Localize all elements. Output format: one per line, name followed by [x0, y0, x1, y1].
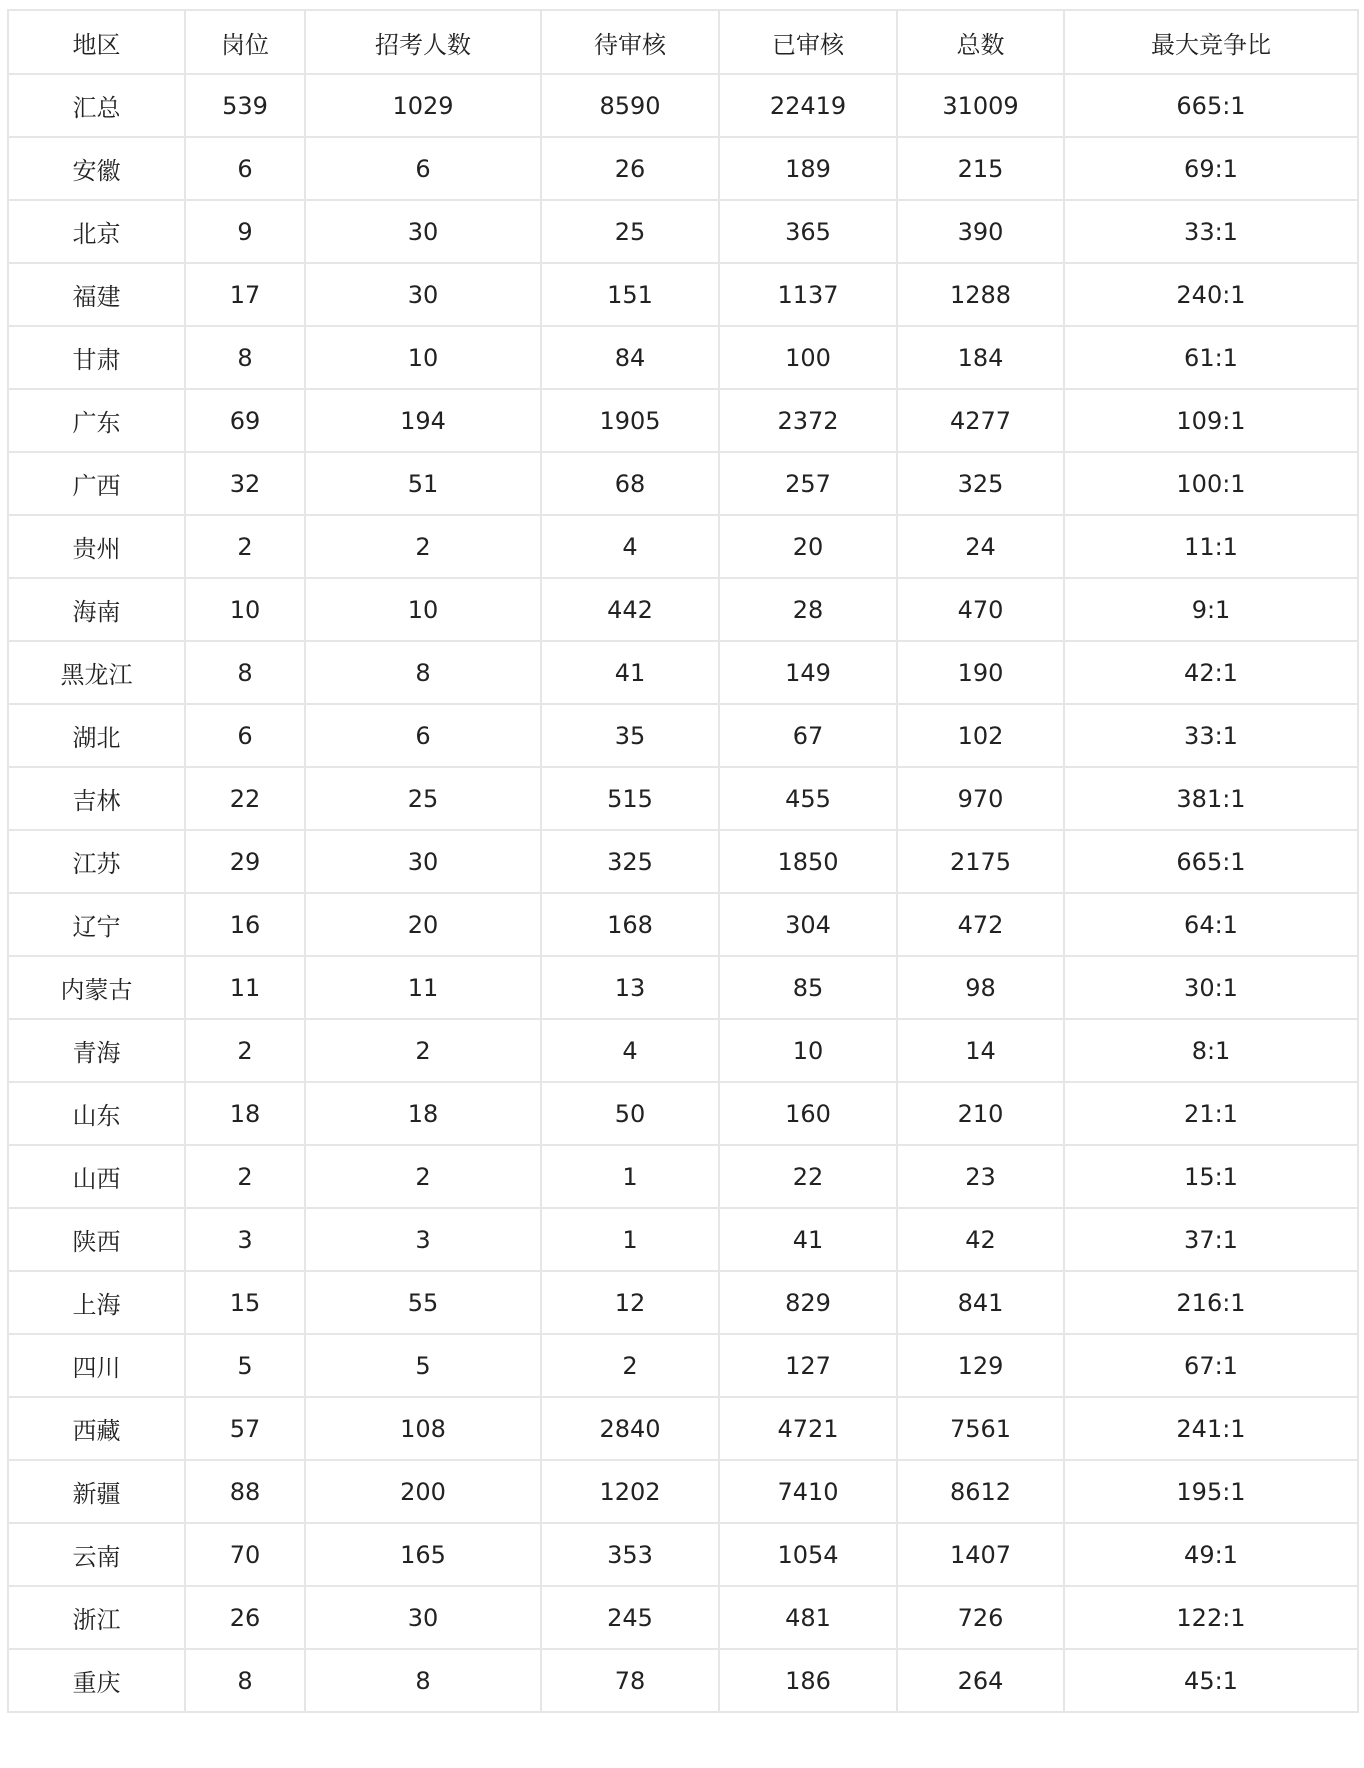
table-cell-recruits: 10 [305, 578, 541, 641]
table-cell-positions: 6 [185, 704, 305, 767]
table-cell-total: 4277 [897, 389, 1064, 452]
table-cell-region: 西藏 [8, 1397, 185, 1460]
table-cell-pending: 325 [541, 830, 719, 893]
table-cell-max-ratio: 15:1 [1064, 1145, 1358, 1208]
table-cell-max-ratio: 42:1 [1064, 641, 1358, 704]
table-cell-reviewed: 257 [719, 452, 897, 515]
table-cell-reviewed: 127 [719, 1334, 897, 1397]
table-cell-reviewed: 7410 [719, 1460, 897, 1523]
table-cell-positions: 539 [185, 74, 305, 137]
table-cell-pending: 1 [541, 1145, 719, 1208]
table-cell-recruits: 10 [305, 326, 541, 389]
table-row [8, 1019, 1358, 1082]
table-cell-total: 210 [897, 1082, 1064, 1145]
table-cell-max-ratio: 30:1 [1064, 956, 1358, 1019]
table-cell-pending: 12 [541, 1271, 719, 1334]
table-cell-max-ratio: 33:1 [1064, 200, 1358, 263]
table-cell-total: 184 [897, 326, 1064, 389]
table-row [8, 830, 1358, 893]
table-cell-positions: 8 [185, 326, 305, 389]
table-cell-region: 辽宁 [8, 893, 185, 956]
table-cell-total: 190 [897, 641, 1064, 704]
table-cell-recruits: 165 [305, 1523, 541, 1586]
table-cell-reviewed: 67 [719, 704, 897, 767]
table-cell-max-ratio: 37:1 [1064, 1208, 1358, 1271]
table-cell-recruits: 1029 [305, 74, 541, 137]
table-cell-max-ratio: 9:1 [1064, 578, 1358, 641]
table-body [8, 74, 1358, 1712]
table-cell-max-ratio: 11:1 [1064, 515, 1358, 578]
table-cell-reviewed: 28 [719, 578, 897, 641]
table-row [8, 452, 1358, 515]
table-cell-recruits: 11 [305, 956, 541, 1019]
table-row [8, 515, 1358, 578]
table-cell-total: 470 [897, 578, 1064, 641]
table-cell-region: 湖北 [8, 704, 185, 767]
table-cell-positions: 6 [185, 137, 305, 200]
table-cell-pending: 515 [541, 767, 719, 830]
table-row [8, 1082, 1358, 1145]
table-cell-total: 2175 [897, 830, 1064, 893]
table-cell-total: 24 [897, 515, 1064, 578]
table-cell-region: 山东 [8, 1082, 185, 1145]
table-cell-positions: 15 [185, 1271, 305, 1334]
table-cell-region: 陕西 [8, 1208, 185, 1271]
table-cell-reviewed: 85 [719, 956, 897, 1019]
table-cell-positions: 18 [185, 1082, 305, 1145]
table-cell-pending: 1 [541, 1208, 719, 1271]
table-row [8, 704, 1358, 767]
table-cell-positions: 57 [185, 1397, 305, 1460]
table-cell-region: 内蒙古 [8, 956, 185, 1019]
column-header-region: 地区 [8, 10, 185, 74]
table-cell-pending: 8590 [541, 74, 719, 137]
table-cell-pending: 4 [541, 1019, 719, 1082]
table-cell-positions: 2 [185, 515, 305, 578]
table-cell-recruits: 6 [305, 137, 541, 200]
table-cell-max-ratio: 61:1 [1064, 326, 1358, 389]
table-cell-region: 青海 [8, 1019, 185, 1082]
table-cell-positions: 88 [185, 1460, 305, 1523]
column-header-max-ratio: 最大竞争比 [1064, 10, 1358, 74]
table-row [8, 1523, 1358, 1586]
table-cell-region: 汇总 [8, 74, 185, 137]
table-cell-max-ratio: 33:1 [1064, 704, 1358, 767]
table-row [8, 956, 1358, 1019]
table-row [8, 200, 1358, 263]
table-cell-max-ratio: 49:1 [1064, 1523, 1358, 1586]
table-cell-region: 北京 [8, 200, 185, 263]
table-cell-positions: 11 [185, 956, 305, 1019]
table-cell-positions: 8 [185, 641, 305, 704]
table-cell-total: 390 [897, 200, 1064, 263]
table-cell-max-ratio: 240:1 [1064, 263, 1358, 326]
table-cell-pending: 26 [541, 137, 719, 200]
table-row [8, 1397, 1358, 1460]
table-cell-recruits: 30 [305, 1586, 541, 1649]
table-cell-pending: 84 [541, 326, 719, 389]
table-cell-pending: 245 [541, 1586, 719, 1649]
table-cell-recruits: 25 [305, 767, 541, 830]
table-cell-total: 841 [897, 1271, 1064, 1334]
table-cell-pending: 4 [541, 515, 719, 578]
table-cell-recruits: 200 [305, 1460, 541, 1523]
table-row [8, 641, 1358, 704]
table-cell-recruits: 2 [305, 1019, 541, 1082]
table-header [8, 10, 1358, 74]
table-cell-total: 31009 [897, 74, 1064, 137]
table-cell-total: 23 [897, 1145, 1064, 1208]
table-row [8, 326, 1358, 389]
table-cell-pending: 168 [541, 893, 719, 956]
table-cell-total: 42 [897, 1208, 1064, 1271]
table-cell-positions: 69 [185, 389, 305, 452]
table-cell-recruits: 3 [305, 1208, 541, 1271]
table-cell-region: 江苏 [8, 830, 185, 893]
table-cell-max-ratio: 216:1 [1064, 1271, 1358, 1334]
table-cell-region: 山西 [8, 1145, 185, 1208]
table-row [8, 767, 1358, 830]
table-row [8, 578, 1358, 641]
recruitment-stats-table [7, 9, 1359, 1713]
table-cell-positions: 17 [185, 263, 305, 326]
table-row [8, 263, 1358, 326]
table-cell-max-ratio: 64:1 [1064, 893, 1358, 956]
table-cell-recruits: 30 [305, 263, 541, 326]
table-cell-positions: 10 [185, 578, 305, 641]
table-cell-recruits: 194 [305, 389, 541, 452]
table-cell-region: 安徽 [8, 137, 185, 200]
table-cell-positions: 5 [185, 1334, 305, 1397]
table-cell-max-ratio: 195:1 [1064, 1460, 1358, 1523]
table-cell-reviewed: 41 [719, 1208, 897, 1271]
table-cell-region: 甘肃 [8, 326, 185, 389]
table-cell-region: 浙江 [8, 1586, 185, 1649]
table-cell-recruits: 2 [305, 515, 541, 578]
table-cell-total: 970 [897, 767, 1064, 830]
table-row [8, 1460, 1358, 1523]
table-cell-reviewed: 455 [719, 767, 897, 830]
column-header-reviewed: 已审核 [719, 10, 897, 74]
table-cell-region: 广西 [8, 452, 185, 515]
column-header-pending: 待审核 [541, 10, 719, 74]
table-cell-pending: 68 [541, 452, 719, 515]
table-cell-recruits: 8 [305, 641, 541, 704]
table-cell-region: 新疆 [8, 1460, 185, 1523]
table-cell-positions: 9 [185, 200, 305, 263]
table-cell-pending: 25 [541, 200, 719, 263]
table-cell-pending: 1905 [541, 389, 719, 452]
table-row [8, 389, 1358, 452]
table-row [8, 1649, 1358, 1712]
table-cell-max-ratio: 8:1 [1064, 1019, 1358, 1082]
table-cell-reviewed: 1054 [719, 1523, 897, 1586]
table-cell-region: 福建 [8, 263, 185, 326]
table-row [8, 1145, 1358, 1208]
table-cell-positions: 29 [185, 830, 305, 893]
table-cell-recruits: 55 [305, 1271, 541, 1334]
table-cell-total: 7561 [897, 1397, 1064, 1460]
table-row [8, 1586, 1358, 1649]
table-cell-positions: 16 [185, 893, 305, 956]
table-cell-pending: 442 [541, 578, 719, 641]
table-row [8, 893, 1358, 956]
table-cell-total: 472 [897, 893, 1064, 956]
table-cell-max-ratio: 69:1 [1064, 137, 1358, 200]
table-cell-region: 云南 [8, 1523, 185, 1586]
table-cell-max-ratio: 241:1 [1064, 1397, 1358, 1460]
table-row [8, 1271, 1358, 1334]
table-cell-max-ratio: 665:1 [1064, 830, 1358, 893]
table-cell-reviewed: 22419 [719, 74, 897, 137]
table-cell-region: 广东 [8, 389, 185, 452]
table-cell-pending: 353 [541, 1523, 719, 1586]
table-cell-positions: 22 [185, 767, 305, 830]
table-cell-max-ratio: 109:1 [1064, 389, 1358, 452]
table-cell-recruits: 8 [305, 1649, 541, 1712]
table-cell-total: 1407 [897, 1523, 1064, 1586]
table-cell-positions: 8 [185, 1649, 305, 1712]
table-cell-total: 98 [897, 956, 1064, 1019]
table-row [8, 1208, 1358, 1271]
table-cell-pending: 35 [541, 704, 719, 767]
table-cell-max-ratio: 21:1 [1064, 1082, 1358, 1145]
table-cell-positions: 70 [185, 1523, 305, 1586]
table-cell-pending: 2840 [541, 1397, 719, 1460]
table-cell-reviewed: 22 [719, 1145, 897, 1208]
table-cell-recruits: 108 [305, 1397, 541, 1460]
table-cell-region: 黑龙江 [8, 641, 185, 704]
table-cell-recruits: 18 [305, 1082, 541, 1145]
column-header-recruits: 招考人数 [305, 10, 541, 74]
table-cell-reviewed: 149 [719, 641, 897, 704]
table-cell-total: 325 [897, 452, 1064, 515]
column-header-positions: 岗位 [185, 10, 305, 74]
table-cell-positions: 26 [185, 1586, 305, 1649]
table-cell-positions: 3 [185, 1208, 305, 1271]
table-cell-reviewed: 10 [719, 1019, 897, 1082]
table-container [7, 9, 1357, 1713]
table-cell-reviewed: 1850 [719, 830, 897, 893]
table-cell-max-ratio: 665:1 [1064, 74, 1358, 137]
column-header-total: 总数 [897, 10, 1064, 74]
table-cell-recruits: 30 [305, 200, 541, 263]
table-cell-max-ratio: 381:1 [1064, 767, 1358, 830]
table-cell-positions: 2 [185, 1019, 305, 1082]
table-cell-region: 海南 [8, 578, 185, 641]
table-cell-positions: 2 [185, 1145, 305, 1208]
table-cell-recruits: 2 [305, 1145, 541, 1208]
table-cell-reviewed: 365 [719, 200, 897, 263]
table-cell-region: 吉林 [8, 767, 185, 830]
table-cell-total: 14 [897, 1019, 1064, 1082]
table-cell-pending: 2 [541, 1334, 719, 1397]
table-cell-positions: 32 [185, 452, 305, 515]
table-cell-total: 1288 [897, 263, 1064, 326]
table-cell-reviewed: 20 [719, 515, 897, 578]
table-cell-total: 215 [897, 137, 1064, 200]
table-cell-region: 贵州 [8, 515, 185, 578]
table-cell-pending: 13 [541, 956, 719, 1019]
table-cell-total: 129 [897, 1334, 1064, 1397]
table-cell-pending: 41 [541, 641, 719, 704]
table-cell-pending: 78 [541, 1649, 719, 1712]
table-cell-region: 四川 [8, 1334, 185, 1397]
header-row [8, 10, 1358, 74]
table-cell-region: 重庆 [8, 1649, 185, 1712]
table-row [8, 74, 1358, 137]
table-cell-recruits: 30 [305, 830, 541, 893]
table-cell-max-ratio: 100:1 [1064, 452, 1358, 515]
table-cell-reviewed: 304 [719, 893, 897, 956]
table-cell-reviewed: 1137 [719, 263, 897, 326]
table-cell-max-ratio: 67:1 [1064, 1334, 1358, 1397]
table-cell-recruits: 6 [305, 704, 541, 767]
table-cell-max-ratio: 45:1 [1064, 1649, 1358, 1712]
table-cell-total: 726 [897, 1586, 1064, 1649]
table-cell-reviewed: 4721 [719, 1397, 897, 1460]
table-row [8, 137, 1358, 200]
table-row [8, 1334, 1358, 1397]
table-cell-pending: 50 [541, 1082, 719, 1145]
table-cell-reviewed: 829 [719, 1271, 897, 1334]
table-cell-recruits: 5 [305, 1334, 541, 1397]
table-cell-reviewed: 2372 [719, 389, 897, 452]
table-cell-reviewed: 100 [719, 326, 897, 389]
table-cell-region: 上海 [8, 1271, 185, 1334]
table-cell-pending: 1202 [541, 1460, 719, 1523]
table-cell-reviewed: 481 [719, 1586, 897, 1649]
table-cell-recruits: 51 [305, 452, 541, 515]
table-cell-total: 264 [897, 1649, 1064, 1712]
table-cell-reviewed: 186 [719, 1649, 897, 1712]
table-cell-max-ratio: 122:1 [1064, 1586, 1358, 1649]
table-cell-pending: 151 [541, 263, 719, 326]
table-cell-reviewed: 160 [719, 1082, 897, 1145]
table-cell-total: 8612 [897, 1460, 1064, 1523]
table-cell-total: 102 [897, 704, 1064, 767]
table-cell-reviewed: 189 [719, 137, 897, 200]
table-cell-recruits: 20 [305, 893, 541, 956]
